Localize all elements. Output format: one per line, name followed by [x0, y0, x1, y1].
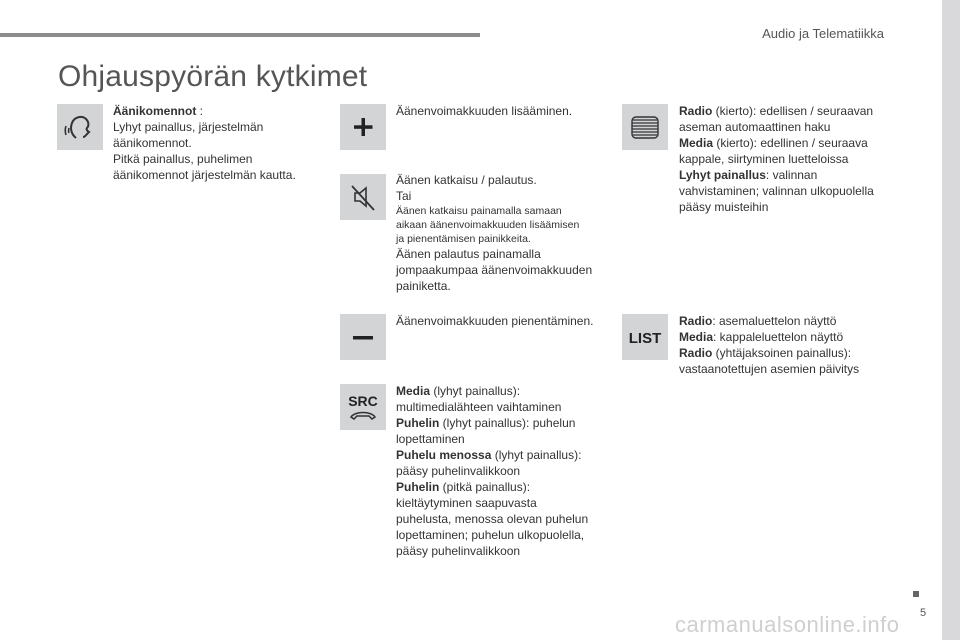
src-phone-icon — [340, 384, 386, 430]
src-icon-label: SRC — [348, 393, 378, 409]
voice-line: Lyhyt painallus, järjestelmän — [113, 120, 264, 134]
volume-up-text: Äänenvoimakkuuden lisääminen. — [396, 104, 573, 118]
voice-line: Pitkä painallus, puhelimen — [113, 152, 253, 166]
volume-up-icon — [340, 104, 386, 150]
voice-line: äänikomennot järjestelmän kautta. — [113, 168, 296, 182]
voice-label: Äänikomennot — [113, 104, 197, 118]
src-text: Media (lyhyt painallus): multimedialähteen vaihtaminen Puhelin (lyhyt painallus): puhelun lopettaminen Puhelu menossa (lyhyt painallus): pääsy puhelinvalikkoon Puhelin (pitkä painallus): kieltäytyminen saapuvasta puhelusta, menossa olevan puhelun lopettaminen; puhelun ulkopuolella, pääsy puhelinvalikkoon — [396, 384, 589, 558]
header-rule — [0, 33, 480, 37]
scroll-wheel-text: Radio (kierto): edellisen / seuraavan aseman automaattinen haku Media (kierto): edellinen / seuraava kappale, siirtyminen luetteloissa Lyhyt painallus: valinnan vahvistaminen; valinnan ulkopuolella pääsy muisteihin — [679, 104, 874, 214]
volume-down-icon — [340, 314, 386, 360]
watermark: carmanualsonline.info — [675, 612, 900, 637]
voice-command-icon — [57, 104, 103, 150]
section-title: Audio ja Telematiikka — [762, 26, 884, 41]
page-marker — [913, 591, 919, 597]
voice-command-text: Äänikomennot : Lyhyt painallus, järjestelmän äänikomennot. Pitkä painallus, puhelimen äänikomennot järjestelmän kautta. — [113, 103, 313, 183]
list-icon — [622, 314, 668, 360]
page-number: 5 — [920, 607, 927, 619]
list-text: Radio: asemaluettelon näyttö Media: kappaleluettelon näyttö Radio (yhtäjaksoinen painallus): vastaanotettujen asemien päivitys — [679, 314, 860, 376]
voice-line: äänikomennot. — [113, 136, 192, 150]
list-icon-label: LIST — [628, 330, 662, 347]
volume-down-text: Äänenvoimakkuuden pienentäminen. — [396, 314, 594, 328]
scroll-wheel-icon — [622, 104, 668, 150]
mute-icon — [340, 174, 386, 220]
page-title: Ohjauspyörän kytkimet — [58, 60, 368, 93]
page-edge-strip — [942, 0, 960, 640]
mute-text: Äänen katkaisu / palautus. Tai Äänen katkaisu painamalla samaan aikaan äänenvoimakkuuden lisäämisen ja pienentämisen painikkeita. Äänen palautus painamalla jompaakumpaa äänenvoimakkuuden painiketta. — [396, 173, 593, 293]
